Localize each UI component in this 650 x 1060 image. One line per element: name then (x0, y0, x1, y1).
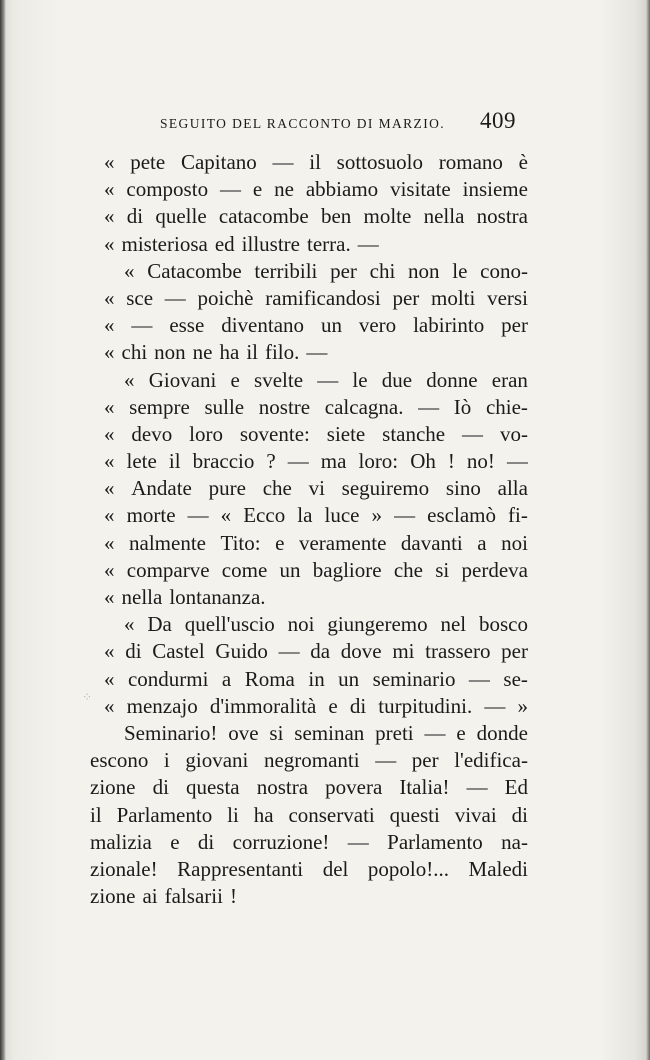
ink-smudge: ⁘ (82, 690, 93, 704)
text-line: « condurmi a Roma in un seminario — se- (104, 666, 528, 691)
text-line: zionale! Rappresentanti del popolo!... Maledi (90, 856, 528, 881)
text-line: « Catacombe terribili per chi non le cono- (124, 258, 528, 283)
text-line: « chi non ne ha il filo. — (104, 340, 328, 365)
text-line: « sce — poichè ramificandosi per molti versi (104, 285, 528, 310)
text-line: « devo loro sovente: siete stanche — vo- (104, 421, 528, 446)
text-line: « Da quell'uscio noi giungeremo nel bosco (124, 612, 528, 637)
text-line: « di Castel Guido — da dove mi trassero per (104, 639, 528, 664)
text-line: « misteriosa ed illustre terra. — (104, 231, 379, 256)
text-line: « sempre sulle nostre calcagna. — Iò chie- (104, 394, 528, 419)
text-line: « morte — « Ecco la luce » — esclamò fi- (104, 503, 528, 528)
text-line: « nella lontananza. (104, 585, 266, 609)
page-number: 409 (480, 108, 516, 133)
text-line: zione di questa nostra povera Italia! — Ed (90, 775, 528, 800)
text-line: « nalmente Tito: e veramente davanti a noi (104, 530, 528, 555)
body-text (90, 149, 528, 910)
text-line: « lete il braccio ? — ma loro: Oh ! no! — (104, 449, 528, 474)
page-binding-edge (0, 0, 6, 1060)
text-line: Seminario! ove si seminan preti — e donde (124, 720, 528, 745)
text-line: zione ai falsarii ! (90, 884, 237, 909)
text-line: il Parlamento li ha conservati questi vivai di (90, 802, 528, 827)
text-line: malizia e di corruzione! — Parlamento na- (90, 829, 528, 854)
text-line: « composto — e ne abbiamo visitate insieme (104, 177, 528, 202)
page-right-edge (646, 0, 650, 1060)
page-header (0, 104, 650, 144)
text-line: « pete Capitano — il sottosuolo romano è (104, 150, 528, 174)
text-line: « Giovani e svelte — le due donne eran (124, 367, 528, 392)
text-line: « comparve come un bagliore che si perdeva (104, 557, 528, 582)
running-title: SEGUITO DEL RACCONTO DI MARZIO. (160, 116, 446, 131)
text-line: « menzajo d'immoralità e di turpitudini. — » (104, 693, 528, 718)
text-line: « di quelle catacombe ben molte nella nostra (104, 204, 528, 229)
text-line: escono i giovani negromanti — per l'edifica- (90, 748, 528, 773)
text-line: « — esse diventano un vero labirinto per (104, 313, 528, 338)
text-line: « Andate pure che vi seguiremo sino alla (104, 476, 528, 501)
